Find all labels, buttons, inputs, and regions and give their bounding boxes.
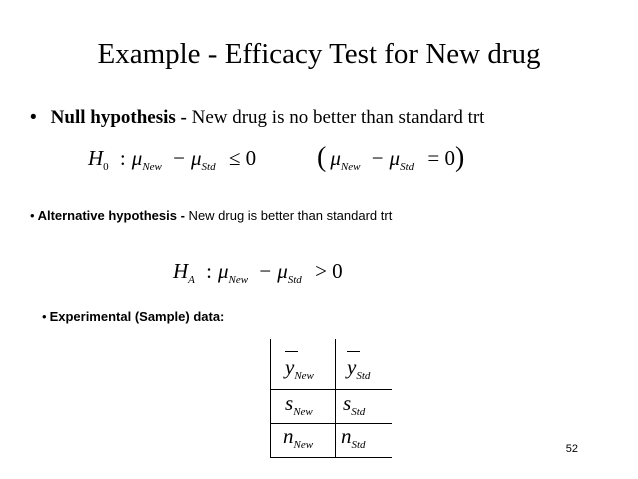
formula-sub-std: Std — [287, 274, 302, 286]
experimental-data-label: Experimental (Sample) data: — [49, 309, 225, 324]
alternative-hypothesis-text: New drug is better than standard trt — [184, 208, 393, 223]
formula-sub-new: New — [228, 274, 249, 286]
formula-mu: μ — [389, 146, 401, 170]
table-cell: $s_{Std}$ — [343, 391, 366, 418]
formula-mu: μ — [277, 259, 288, 283]
mean-bar — [285, 351, 298, 352]
formula-minus: − — [371, 146, 384, 170]
formula-h: H — [173, 259, 189, 283]
formula-relation: ≤ 0 — [228, 146, 257, 170]
alternative-hypothesis-label: Alternative hypothesis - — [37, 208, 185, 223]
formula-mu: μ — [330, 146, 341, 170]
formula-h: H — [88, 146, 104, 170]
formula-mu: μ — [218, 259, 229, 283]
table-cell: $y_{Std}$ — [347, 355, 371, 382]
table-divider — [271, 389, 392, 390]
null-hypothesis-text: New drug is no better than standard trt — [186, 107, 485, 128]
formula-h-sub: A — [188, 274, 195, 286]
formula-mu: μ — [131, 146, 143, 170]
table-divider — [335, 339, 336, 457]
null-hypothesis-bullet — [30, 107, 484, 129]
bullet-icon: • — [42, 309, 47, 324]
alternative-hypothesis-formula — [173, 259, 343, 284]
formula-paren-open: ( — [317, 142, 327, 173]
formula-minus: − — [173, 146, 185, 170]
formula-sub-new: New — [340, 161, 361, 173]
formula-sub-new: New — [142, 161, 162, 173]
slide-title: Example - Efficacy Test for New drug — [97, 38, 541, 70]
formula-minus: − — [259, 259, 272, 283]
mean-bar — [347, 351, 360, 352]
formula-mu: μ — [190, 146, 202, 170]
null-hypothesis-label: Null hypothesis - — [50, 107, 187, 128]
experimental-data-bullet — [42, 309, 224, 324]
formula-colon: : — [119, 146, 126, 170]
table-cell: $n_{Std}$ — [341, 424, 366, 451]
bullet-icon: • — [30, 208, 35, 223]
page-number: 52 — [565, 443, 578, 455]
formula-eq-zero: = 0 — [427, 146, 455, 170]
alternative-hypothesis-bullet — [30, 208, 392, 223]
formula-h-sub: 0 — [103, 161, 109, 173]
null-hypothesis-equality — [317, 141, 464, 173]
table-cell: $n_{New}$ — [283, 424, 314, 451]
table-cell: $s_{New}$ — [285, 391, 313, 418]
formula-colon: : — [206, 259, 212, 283]
formula-paren-close: ) — [454, 142, 465, 173]
formula-relation: > 0 — [315, 259, 343, 283]
null-hypothesis-formula — [88, 146, 256, 171]
bullet-icon: • — [30, 107, 37, 128]
formula-sub-std: Std — [201, 161, 216, 173]
formula-sub-std: Std — [400, 161, 415, 173]
sample-data-table — [270, 339, 392, 458]
table-cell: $y_{New}$ — [285, 355, 314, 382]
